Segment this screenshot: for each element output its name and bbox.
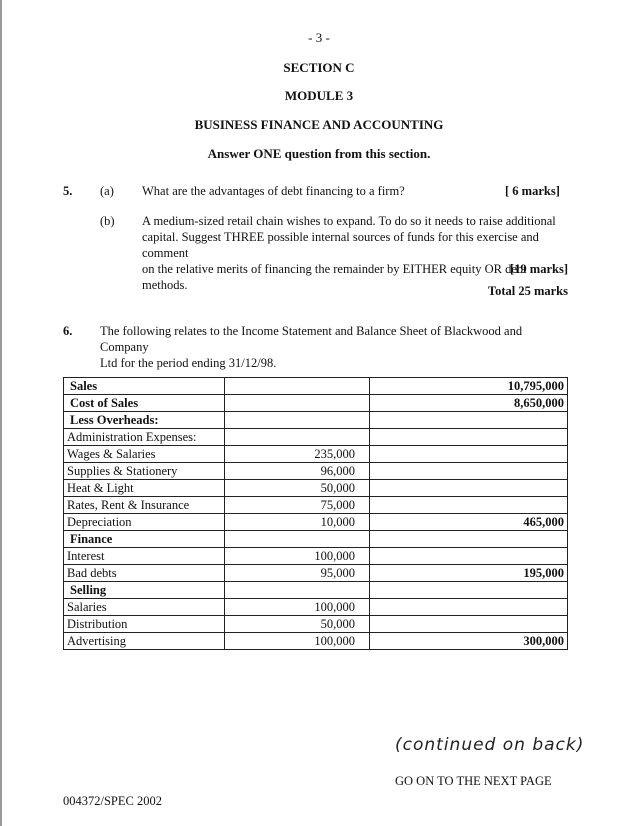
row-amount: 75,000 xyxy=(225,497,370,514)
row-label: Bad debts xyxy=(64,565,225,582)
row-amount xyxy=(225,412,370,429)
table-row xyxy=(64,429,568,446)
row-total xyxy=(370,531,568,548)
row-total xyxy=(370,582,568,599)
q6-line: The following relates to the Income Statement and Balance Sheet of Blackwood and Company xyxy=(100,324,523,354)
table-row xyxy=(64,497,568,514)
income-statement-table xyxy=(63,377,568,650)
row-total xyxy=(370,480,568,497)
row-label: Rates, Rent & Insurance xyxy=(64,497,225,514)
table-row xyxy=(64,412,568,429)
subject-title: BUSINESS FINANCE AND ACCOUNTING xyxy=(194,117,444,132)
table-row xyxy=(64,599,568,616)
table-row xyxy=(64,531,568,548)
q5b-line: A medium-sized retail chain wishes to expand. To do so it needs to raise additional xyxy=(142,214,556,228)
row-total xyxy=(370,616,568,633)
row-amount xyxy=(225,395,370,412)
row-amount xyxy=(225,429,370,446)
table-row xyxy=(64,446,568,463)
row-label: Administration Expenses: xyxy=(64,429,225,446)
row-label: Interest xyxy=(64,548,225,565)
q6-number: 6. xyxy=(63,324,73,338)
section-title: SECTION C xyxy=(283,60,355,75)
row-amount: 50,000 xyxy=(225,480,370,497)
table-row xyxy=(64,582,568,599)
table-row xyxy=(64,616,568,633)
page-number: - 3 - xyxy=(308,30,330,45)
paper-code: 004372/SPEC 2002 xyxy=(63,794,162,808)
q5b-line: capital. Suggest THREE possible internal sources of funds for this exercise and comment xyxy=(142,230,539,260)
row-amount: 10,000 xyxy=(225,514,370,531)
table-row xyxy=(64,463,568,480)
q6-text xyxy=(100,323,570,371)
row-label: Advertising xyxy=(64,633,225,650)
row-total: 8,650,000 xyxy=(370,395,568,412)
table-row xyxy=(64,633,568,650)
row-amount xyxy=(225,582,370,599)
row-label: Salaries xyxy=(64,599,225,616)
row-amount: 100,000 xyxy=(225,633,370,650)
row-total: 465,000 xyxy=(370,514,568,531)
q5b-marks: [19 marks] xyxy=(510,262,568,276)
row-total xyxy=(370,463,568,480)
row-amount: 235,000 xyxy=(225,446,370,463)
q5a-marks: [ 6 marks] xyxy=(505,184,560,198)
row-total xyxy=(370,429,568,446)
row-amount: 95,000 xyxy=(225,565,370,582)
row-label: Heat & Light xyxy=(64,480,225,497)
row-label: Distribution xyxy=(64,616,225,633)
instruction: Answer ONE question from this section. xyxy=(207,146,431,161)
row-amount xyxy=(225,531,370,548)
q5-number: 5. xyxy=(63,184,73,198)
row-total xyxy=(370,412,568,429)
row-label: Depreciation xyxy=(64,514,225,531)
row-total xyxy=(370,548,568,565)
row-total: 300,000 xyxy=(370,633,568,650)
q5-total: Total 25 marks xyxy=(487,284,568,298)
row-amount: 50,000 xyxy=(225,616,370,633)
table-row xyxy=(64,514,568,531)
row-amount: 96,000 xyxy=(225,463,370,480)
row-total xyxy=(370,497,568,514)
table-row xyxy=(64,378,568,395)
table-row xyxy=(64,395,568,412)
row-amount xyxy=(225,378,370,395)
next-page-text: GO ON TO THE NEXT PAGE xyxy=(395,774,552,788)
table-row xyxy=(64,548,568,565)
row-total: 10,795,000 xyxy=(370,378,568,395)
q5b-label: (b) xyxy=(100,214,115,228)
row-amount: 100,000 xyxy=(225,599,370,616)
row-label: Wages & Salaries xyxy=(64,446,225,463)
row-total xyxy=(370,446,568,463)
row-label: Cost of Sales xyxy=(64,395,225,412)
q5a-label: (a) xyxy=(100,184,114,198)
row-label: Sales xyxy=(64,378,225,395)
handwritten-note: (continued on back) xyxy=(395,735,585,755)
row-total xyxy=(370,599,568,616)
q5b-text xyxy=(142,213,567,293)
q6-line: Ltd for the period ending 31/12/98. xyxy=(100,356,277,370)
row-label: Finance xyxy=(64,531,225,548)
module-title: MODULE 3 xyxy=(284,88,354,103)
row-label: Less Overheads: xyxy=(64,412,225,429)
table-row xyxy=(64,480,568,497)
table-row xyxy=(64,565,568,582)
q5b-line: on the relative merits of financing the remainder by EITHER equity OR debt methods. xyxy=(142,262,527,292)
q5a-text: What are the advantages of debt financing to a firm? xyxy=(142,184,405,198)
row-total: 195,000 xyxy=(370,565,568,582)
row-label: Selling xyxy=(64,582,225,599)
row-label: Supplies & Stationery xyxy=(64,463,225,480)
row-amount: 100,000 xyxy=(225,548,370,565)
